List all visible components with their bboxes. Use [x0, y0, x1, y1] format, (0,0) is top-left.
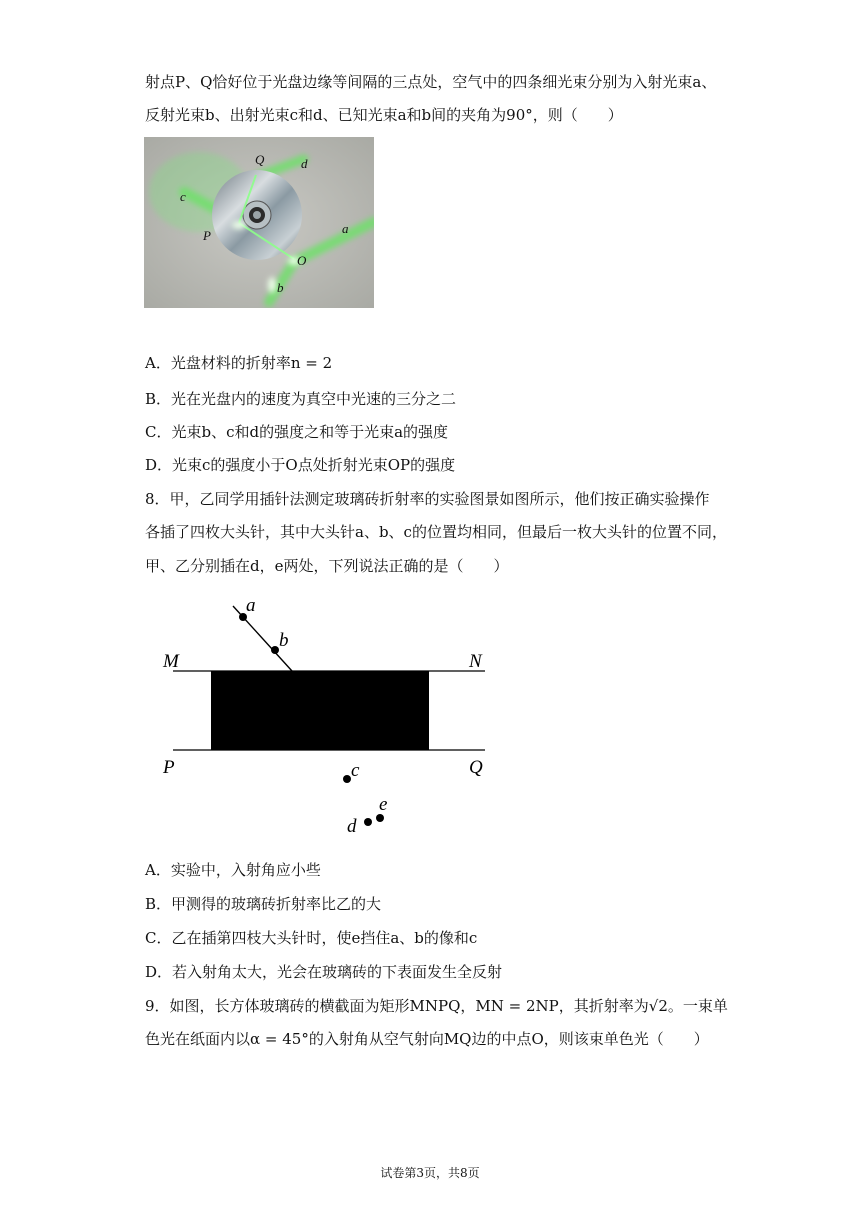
- pin-d: [364, 818, 372, 826]
- photo-label-b: b: [277, 280, 284, 295]
- q7-option-d: D．光束c的强度小于O点处折射光束OP的强度: [145, 456, 456, 474]
- q8-stem-line-3: 甲、乙分别插在d，e两处，下列说法正确的是（ ）: [145, 557, 509, 575]
- pin-e: [376, 814, 384, 822]
- q9-stem-line-1: 9．如图，长方体玻璃砖的横截面为矩形MNPQ，MN = 2NP，其折射率为√2。一束单: [145, 997, 728, 1015]
- q8-option-c: C．乙在插第四枝大头针时，使e挡住a、b的像和c: [145, 929, 478, 947]
- photo-label-o: O: [297, 253, 307, 268]
- diagram-label-b: b: [279, 630, 289, 651]
- photo-label-c: c: [180, 189, 186, 204]
- diagram-label-n: N: [469, 651, 482, 672]
- diagram-label-q: Q: [469, 757, 483, 778]
- q8-stem-line-2: 各插了四枚大头针，其中大头针a、b、c的位置均相同，但最后一枚大头针的位置不同，: [145, 523, 727, 541]
- photo-label-q: Q: [255, 152, 265, 167]
- cd-light-photo: [144, 137, 374, 308]
- diagram-label-c: c: [351, 760, 360, 781]
- glass-block-diagram: [155, 592, 505, 842]
- q8-stem-line-1: 8．甲，乙同学用插针法测定玻璃砖折射率的实验图景如图所示，他们按正确实验操作: [145, 490, 710, 508]
- q7-option-c: C．光束b、c和d的强度之和等于光束a的强度: [145, 423, 449, 441]
- diagram-label-p: P: [163, 757, 175, 778]
- q8-option-b: B．甲测得的玻璃砖折射率比乙的大: [145, 895, 382, 913]
- photo-label-p: P: [203, 228, 211, 243]
- glass-block: [211, 671, 429, 750]
- pin-c: [343, 775, 351, 783]
- q8-option-a: A．实验中，入射角应小些: [145, 861, 321, 879]
- page-footer: 试卷第3页，共8页: [380, 1166, 480, 1180]
- diagram-label-e: e: [379, 794, 388, 815]
- diagram-label-d: d: [347, 816, 357, 837]
- q8-option-d: D．若入射角太大，光会在玻璃砖的下表面发生全反射: [145, 963, 503, 981]
- pin-b: [271, 646, 279, 654]
- photo-label-a: a: [342, 221, 349, 236]
- q7-stem-line-1: 射点P、Q恰好位于光盘边缘等间隔的三点处，空气中的四条细光束分别为入射光束a、: [145, 73, 717, 91]
- photo-label-d: d: [301, 156, 308, 171]
- diagram-label-m: M: [163, 651, 179, 672]
- q7-option-a: A．光盘材料的折射率n = 2: [145, 354, 333, 372]
- q9-stem-line-2: 色光在纸面内以α = 45°的入射角从空气射向MQ边的中点O，则该束单色光（ ）: [145, 1030, 709, 1048]
- q7-stem-line-2: 反射光束b、出射光束c和d、已知光束a和b间的夹角为90°，则（ ）: [145, 106, 623, 124]
- diagram-label-a: a: [246, 595, 256, 616]
- q7-option-b: B．光在光盘内的速度为真空中光速的三分之二: [145, 390, 457, 408]
